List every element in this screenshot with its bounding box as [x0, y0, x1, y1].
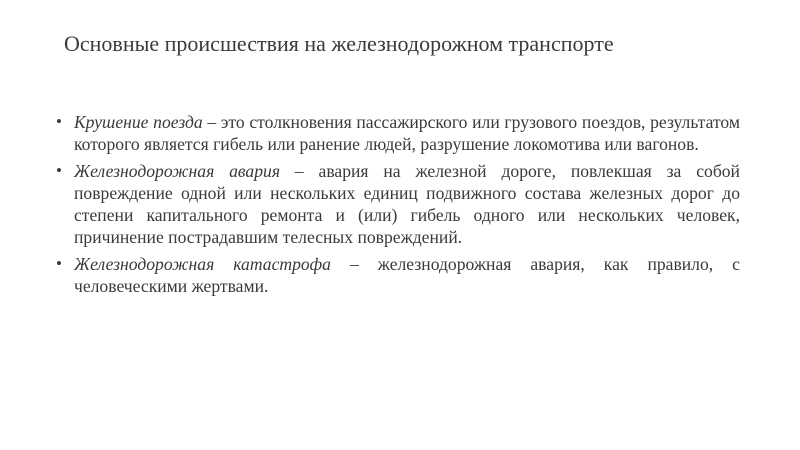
definition-railway-accident: – авария на железной дороге, повлекшая за собой повреждение одной или нескольких единиц подвижного состава железных дорог до степени капитального ремонта и (или) гибель одного или нескольких человек, причинение пострадавшим телесных повреждений. [74, 161, 740, 247]
bullet-icon: • [56, 112, 62, 131]
definition-train-wreck: – это столкновения пассажирского или грузового поездов, результатом которого является гибель или ранение людей, разрушение локомотива или вагонов. [74, 112, 740, 154]
bullet-item-railway-accident [56, 160, 740, 248]
bullet-icon: • [56, 161, 62, 180]
bullet-item-railway-catastrophe [56, 253, 740, 297]
slide-title: Основные происшествия на железнодорожном транспорте [64, 31, 614, 56]
definition-railway-catastrophe: – железнодорожная авария, как правило, с человеческими жертвами. [74, 254, 740, 296]
bullet-item-train-wreck [56, 111, 740, 155]
bullet-icon: • [56, 254, 62, 273]
term-train-wreck: Крушение поезда [74, 112, 203, 132]
bullet-list [56, 111, 740, 302]
term-railway-catastrophe: Железнодорожная катастрофа [74, 254, 331, 274]
term-railway-accident: Железнодорожная авария [74, 161, 280, 181]
